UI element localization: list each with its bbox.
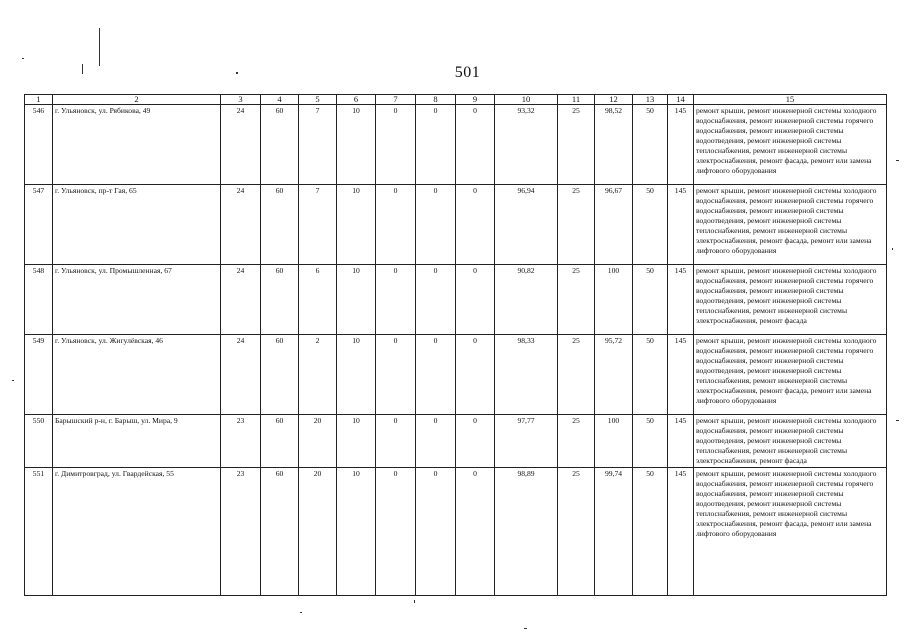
value-cell: 24 <box>221 185 261 265</box>
value-cell: 0 <box>376 415 416 468</box>
column-number: 4 <box>261 95 299 105</box>
works-cell: ремонт крыши, ремонт инженерной системы холодного водоснабжения, ремонт инженерной системы горячего водоснабжения, ремонт инженерной системы водоотведения, ремонт инженерной системы теплоснабжения, ремонт инженерной системы электроснабжения, ремонт фасада, ремонт или замена лифтового оборудования <box>694 105 887 185</box>
value-cell: 25 <box>558 335 595 415</box>
value-cell: 0 <box>376 265 416 335</box>
register-table <box>24 94 887 596</box>
value-cell: 96,67 <box>595 185 633 265</box>
value-cell: 23 <box>221 415 261 468</box>
value-cell: 60 <box>261 335 299 415</box>
value-cell: 0 <box>416 415 456 468</box>
value-cell: 145 <box>668 415 694 468</box>
value-cell: 0 <box>376 105 416 185</box>
value-cell: 24 <box>221 265 261 335</box>
value-cell: 0 <box>416 265 456 335</box>
value-cell: 60 <box>261 185 299 265</box>
value-cell: 0 <box>416 185 456 265</box>
table-row <box>25 415 887 468</box>
value-cell: 97,77 <box>495 415 558 468</box>
value-cell: 145 <box>668 265 694 335</box>
column-number: 14 <box>668 95 694 105</box>
value-cell: 60 <box>261 468 299 596</box>
value-cell: 0 <box>456 185 495 265</box>
value-cell: 24 <box>221 105 261 185</box>
scan-mark <box>414 600 415 603</box>
column-number: 2 <box>53 95 221 105</box>
scan-mark <box>896 160 899 161</box>
value-cell: 25 <box>558 468 595 596</box>
page-number: 501 <box>454 64 481 81</box>
value-cell: 100 <box>595 415 633 468</box>
value-cell: 50 <box>633 105 668 185</box>
scan-mark <box>896 420 899 421</box>
value-cell: 10 <box>337 415 376 468</box>
row-number: 546 <box>25 105 53 185</box>
column-number: 12 <box>595 95 633 105</box>
column-number: 15 <box>694 95 887 105</box>
column-number: 1 <box>25 95 53 105</box>
value-cell: 98,33 <box>495 335 558 415</box>
column-number: 7 <box>376 95 416 105</box>
value-cell: 25 <box>558 415 595 468</box>
address-cell: г. Ульяновск, ул. Промышленная, 67 <box>53 265 221 335</box>
value-cell: 0 <box>416 105 456 185</box>
value-cell: 24 <box>221 335 261 415</box>
value-cell: 50 <box>633 265 668 335</box>
column-number: 6 <box>337 95 376 105</box>
value-cell: 0 <box>376 335 416 415</box>
works-cell: ремонт крыши, ремонт инженерной системы холодного водоснабжения, ремонт инженерной системы водоотведения, ремонт инженерной системы теплоснабжения, ремонт инженерной системы электроснабжения, ремонт фасада <box>694 415 887 468</box>
table-row <box>25 335 887 415</box>
value-cell: 7 <box>299 185 337 265</box>
value-cell: 90,82 <box>495 265 558 335</box>
column-number-row <box>25 95 887 105</box>
row-number: 548 <box>25 265 53 335</box>
value-cell: 60 <box>261 265 299 335</box>
column-number: 8 <box>416 95 456 105</box>
row-number: 551 <box>25 468 53 596</box>
scan-mark <box>236 72 238 74</box>
value-cell: 95,72 <box>595 335 633 415</box>
value-cell: 99,74 <box>595 468 633 596</box>
address-cell: г. Ульяновск, пр-т Гая, 65 <box>53 185 221 265</box>
value-cell: 10 <box>337 335 376 415</box>
value-cell: 20 <box>299 468 337 596</box>
scan-mark <box>300 612 302 613</box>
value-cell: 60 <box>261 105 299 185</box>
value-cell: 98,89 <box>495 468 558 596</box>
column-number: 11 <box>558 95 595 105</box>
value-cell: 25 <box>558 105 595 185</box>
value-cell: 0 <box>456 265 495 335</box>
table-row <box>25 468 887 596</box>
column-number: 3 <box>221 95 261 105</box>
row-number: 550 <box>25 415 53 468</box>
value-cell: 25 <box>558 185 595 265</box>
works-cell: ремонт крыши, ремонт инженерной системы холодного водоснабжения, ремонт инженерной системы горячего водоснабжения, ремонт инженерной системы водоотведения, ремонт инженерной системы теплоснабжения, ремонт инженерной системы электроснабжения, ремонт фасада, ремонт или замена лифтового оборудования <box>694 468 887 596</box>
value-cell: 0 <box>456 335 495 415</box>
value-cell: 0 <box>416 468 456 596</box>
row-number: 549 <box>25 335 53 415</box>
value-cell: 0 <box>376 468 416 596</box>
works-cell: ремонт крыши, ремонт инженерной системы холодного водоснабжения, ремонт инженерной системы горячего водоснабжения, ремонт инженерной системы водоотведения, ремонт инженерной системы теплоснабжения, ремонт инженерной системы электроснабжения, ремонт фасада, ремонт или замена лифтового оборудования <box>694 335 887 415</box>
value-cell: 6 <box>299 265 337 335</box>
value-cell: 23 <box>221 468 261 596</box>
column-number: 9 <box>456 95 495 105</box>
value-cell: 50 <box>633 468 668 596</box>
value-cell: 96,94 <box>495 185 558 265</box>
value-cell: 10 <box>337 265 376 335</box>
works-cell: ремонт крыши, ремонт инженерной системы холодного водоснабжения, ремонт инженерной системы горячего водоснабжения, ремонт инженерной системы водоотведения, ремонт инженерной системы теплоснабжения, ремонт инженерной системы электроснабжения, ремонт фасада, ремонт или замена лифтового оборудования <box>694 185 887 265</box>
table-row <box>25 265 887 335</box>
value-cell: 0 <box>416 335 456 415</box>
column-number: 5 <box>299 95 337 105</box>
value-cell: 100 <box>595 265 633 335</box>
address-cell: Барышский р-н, г. Барыш, ул. Мира, 9 <box>53 415 221 468</box>
address-cell: г. Ульяновск, ул. Жигулёвская, 46 <box>53 335 221 415</box>
value-cell: 0 <box>376 185 416 265</box>
address-cell: г. Ульяновск, ул. Рябикова, 49 <box>53 105 221 185</box>
value-cell: 0 <box>456 415 495 468</box>
value-cell: 50 <box>633 185 668 265</box>
column-number: 13 <box>633 95 668 105</box>
value-cell: 50 <box>633 415 668 468</box>
value-cell: 0 <box>456 105 495 185</box>
value-cell: 20 <box>299 415 337 468</box>
value-cell: 7 <box>299 105 337 185</box>
value-cell: 0 <box>456 468 495 596</box>
scan-mark <box>892 248 893 250</box>
address-cell: г. Димитровград, ул. Гвардейская, 55 <box>53 468 221 596</box>
table-row <box>25 185 887 265</box>
scan-mark <box>22 58 24 59</box>
table-row <box>25 105 887 185</box>
value-cell: 2 <box>299 335 337 415</box>
value-cell: 25 <box>558 265 595 335</box>
value-cell: 145 <box>668 105 694 185</box>
value-cell: 93,32 <box>495 105 558 185</box>
value-cell: 145 <box>668 185 694 265</box>
value-cell: 98,52 <box>595 105 633 185</box>
works-cell: ремонт крыши, ремонт инженерной системы холодного водоснабжения, ремонт инженерной системы горячего водоснабжения, ремонт инженерной системы водоотведения, ремонт инженерной системы теплоснабжения, ремонт инженерной системы электроснабжения, ремонт фасада <box>694 265 887 335</box>
value-cell: 60 <box>261 415 299 468</box>
value-cell: 10 <box>337 468 376 596</box>
value-cell: 145 <box>668 335 694 415</box>
scan-mark <box>99 28 100 66</box>
scan-mark <box>12 380 14 381</box>
scan-mark <box>82 64 83 74</box>
value-cell: 145 <box>668 468 694 596</box>
value-cell: 50 <box>633 335 668 415</box>
row-number: 547 <box>25 185 53 265</box>
value-cell: 10 <box>337 105 376 185</box>
value-cell: 10 <box>337 185 376 265</box>
column-number: 10 <box>495 95 558 105</box>
scan-mark <box>524 628 527 629</box>
